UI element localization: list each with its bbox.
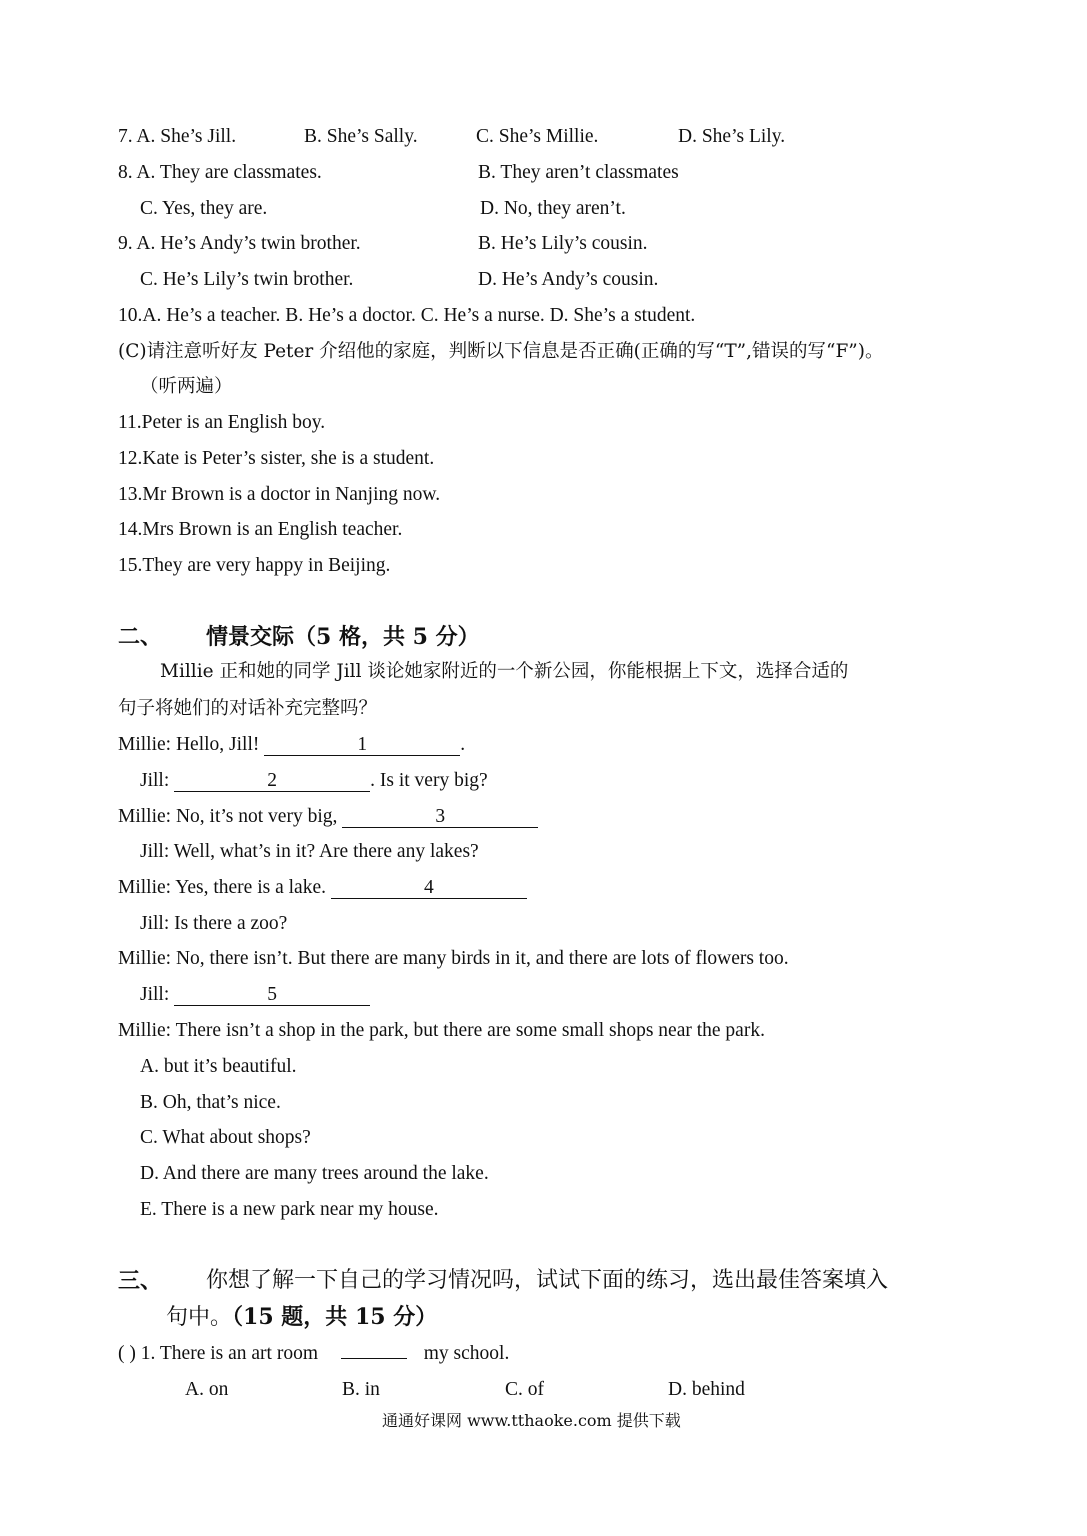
dialog-line-1 <box>118 733 465 757</box>
q9-option-c: C. He’s Lily’s twin brother. <box>140 269 354 290</box>
dialog-text: Jill: <box>140 770 170 791</box>
q10-options: 10.A. He’s a teacher. B. He’s a doctor. C. He’s a nurse. D. She’s a student. <box>118 305 696 326</box>
answer-paren[interactable]: ( ) <box>118 1343 136 1364</box>
answer-blank-5[interactable]: 5 <box>174 985 370 1006</box>
section-2-intro-line2: 句子将她们的对话补充完整吗？ <box>118 698 378 719</box>
tf-item-12: 12.Kate is Peter’s sister, she is a student. <box>118 448 435 469</box>
q1-option-b: B. in <box>342 1379 380 1400</box>
q1-option-a: A. on <box>185 1379 229 1400</box>
q9-option-d: D. He’s Andy’s cousin. <box>478 269 659 290</box>
dialog-text: Millie: Hello, Jill! <box>118 734 260 755</box>
section-3-title-text: 句中。 <box>166 1305 233 1330</box>
dialog-text: Millie: No, it’s not very big, <box>118 806 338 827</box>
q8-option-a: 8. A. They are classmates. <box>118 162 322 183</box>
q7-option-d: D. She’s Lily. <box>678 126 786 147</box>
dialog-line-6: Jill: Is there a zoo? <box>140 913 288 934</box>
dialog-text: . <box>460 734 466 755</box>
dialog-line-2 <box>140 769 488 793</box>
question-1 <box>118 1342 509 1366</box>
tf-item-13: 13.Mr Brown is a doctor in Nanjing now. <box>118 484 441 505</box>
question-1-text: 1. There is an art room <box>140 1343 319 1364</box>
dialog-line-5 <box>118 876 527 900</box>
question-1-end: my school. <box>423 1343 510 1364</box>
dialog-text: Jill: <box>140 984 170 1005</box>
q7-option-b: B. She’s Sally. <box>304 126 418 147</box>
q8-option-d: D. No, they aren’t. <box>480 198 626 219</box>
q9-option-a: 9. A. He’s Andy’s twin brother. <box>118 233 361 254</box>
section-2-title: 情景交际（5 格，共 5 分） <box>206 624 480 650</box>
option-b: B. Oh, that’s nice. <box>140 1092 281 1113</box>
tf-item-11: 11.Peter is an English boy. <box>118 412 326 433</box>
q8-option-b: B. They aren’t classmates <box>478 162 679 183</box>
answer-blank-3[interactable]: 3 <box>342 807 538 828</box>
answer-blank-1[interactable]: 1 <box>264 735 460 756</box>
dialog-line-9: Millie: There isn’t a shop in the park, but there are some small shops near the park. <box>118 1020 765 1041</box>
option-d: D. And there are many trees around the lake. <box>140 1163 489 1184</box>
section-3-title-line2 <box>166 1303 437 1332</box>
tf-item-15: 15.They are very happy in Beijing. <box>118 555 391 576</box>
q1-option-c: C. of <box>505 1379 544 1400</box>
section-2-intro-line1: Millie 正和她的同学 Jill 谈论她家附近的一个新公园，你能根据上下文，选择合适的 <box>160 661 849 682</box>
answer-blank-2[interactable]: 2 <box>174 771 370 792</box>
dialog-line-4: Jill: Well, what’s in it? Are there any lakes? <box>140 841 479 862</box>
dialog-line-3 <box>118 805 538 829</box>
q9-option-b: B. He’s Lily’s cousin. <box>478 233 648 254</box>
question-1-blank[interactable] <box>341 1358 407 1359</box>
option-e: E. There is a new park near my house. <box>140 1199 439 1220</box>
section-2-number: 二、 <box>118 624 163 650</box>
section-3-number: 三、 <box>118 1268 163 1294</box>
part-c-instruction: (C)请注意听好友 Peter 介绍他的家庭，判断以下信息是否正确(正确的写“T”,错误的写“F”)。 <box>118 341 884 362</box>
page-footer: 通通好课网 www.tthaoke.com 提供下载 <box>382 1411 681 1430</box>
dialog-line-8 <box>140 983 370 1007</box>
dialog-text: . Is it very big? <box>370 770 488 791</box>
section-3-title-line1: 你想了解一下自己的学习情况吗，试试下面的练习，选出最佳答案填入 <box>206 1268 889 1293</box>
option-a: A. but it’s beautiful. <box>140 1056 297 1077</box>
tf-item-14: 14.Mrs Brown is an English teacher. <box>118 519 403 540</box>
dialog-text: Millie: Yes, there is a lake. <box>118 877 326 898</box>
part-c-repeat-note: （听两遍） <box>140 376 233 397</box>
q8-option-c: C. Yes, they are. <box>140 198 268 219</box>
q7-option-c: C. She’s Millie. <box>476 126 599 147</box>
q7-option-a: 7. A. She’s Jill. <box>118 126 237 147</box>
q1-option-d: D. behind <box>668 1379 745 1400</box>
answer-blank-4[interactable]: 4 <box>331 878 527 899</box>
dialog-line-7: Millie: No, there isn’t. But there are many birds in it, and there are lots of flowers too. <box>118 948 789 969</box>
section-3-score: （15 题，共 15 分） <box>232 1304 438 1330</box>
option-c: C. What about shops? <box>140 1127 311 1148</box>
